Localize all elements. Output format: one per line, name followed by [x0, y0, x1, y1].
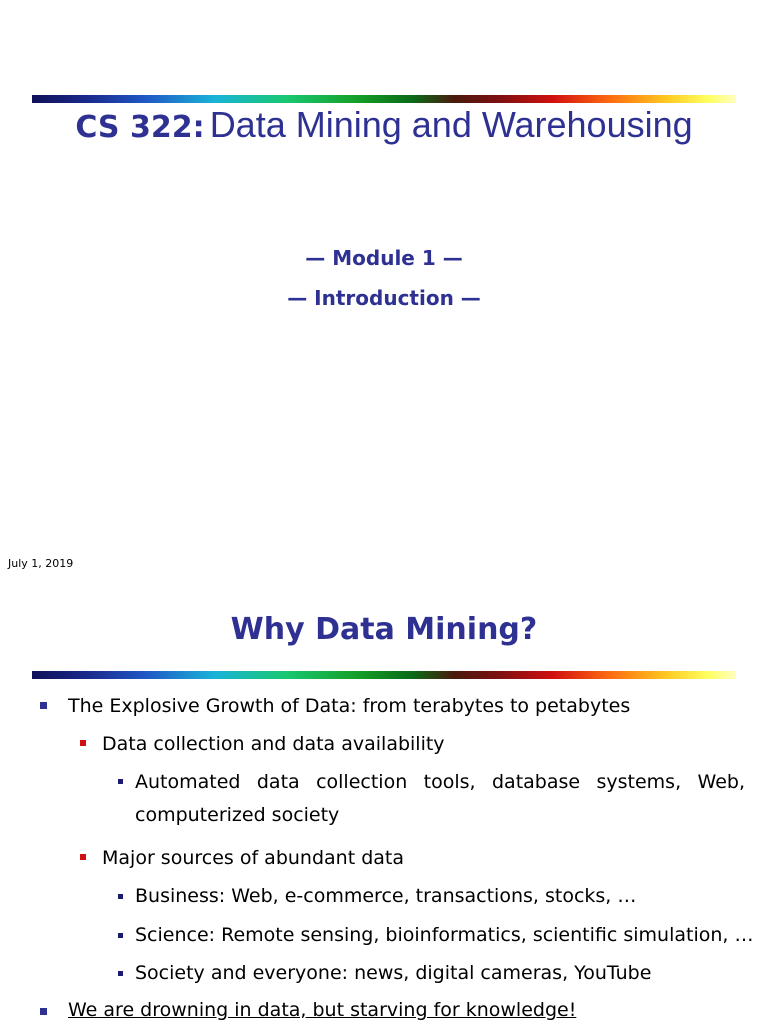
bullet-item: Automated data collection tools, database systems, Web, computerized society	[135, 771, 745, 826]
rainbow-divider	[32, 95, 736, 103]
bullet-marker	[40, 702, 47, 709]
bullet-marker	[40, 1008, 47, 1015]
slide-heading: Why Data Mining?	[230, 612, 538, 647]
bullet-marker	[80, 854, 86, 860]
bullet-marker	[80, 740, 86, 746]
bullet-marker	[118, 971, 123, 976]
bullet-marker	[118, 894, 123, 899]
bullet-item: We are drowning in data, but starving for knowledge!	[68, 999, 577, 1021]
bullet-item: Business: Web, e-commerce, transactions, stocks, …	[135, 885, 637, 907]
course-code: CS 322:	[75, 110, 205, 145]
module-label: — Module 1 —	[305, 246, 463, 270]
bullet-item: Science: Remote sensing, bioinformatics, scientific simulation, …	[135, 924, 754, 946]
content-slide	[0, 590, 768, 1024]
course-name: Data Mining and Warehousing	[209, 104, 693, 145]
rainbow-divider	[32, 671, 736, 679]
bullet-item: Society and everyone: news, digital cameras, YouTube	[135, 962, 652, 984]
topic-label: — Introduction —	[287, 286, 481, 310]
slide-title	[0, 104, 768, 152]
bullet-item: The Explosive Growth of Data: from terabytes to petabytes	[68, 695, 631, 717]
bullet-item: Major sources of abundant data	[102, 847, 404, 869]
slide-date: July 1, 2019	[8, 557, 74, 570]
bullet-marker	[118, 933, 123, 938]
bullet-item: Data collection and data availability	[102, 733, 445, 755]
bullet-marker	[118, 779, 123, 784]
